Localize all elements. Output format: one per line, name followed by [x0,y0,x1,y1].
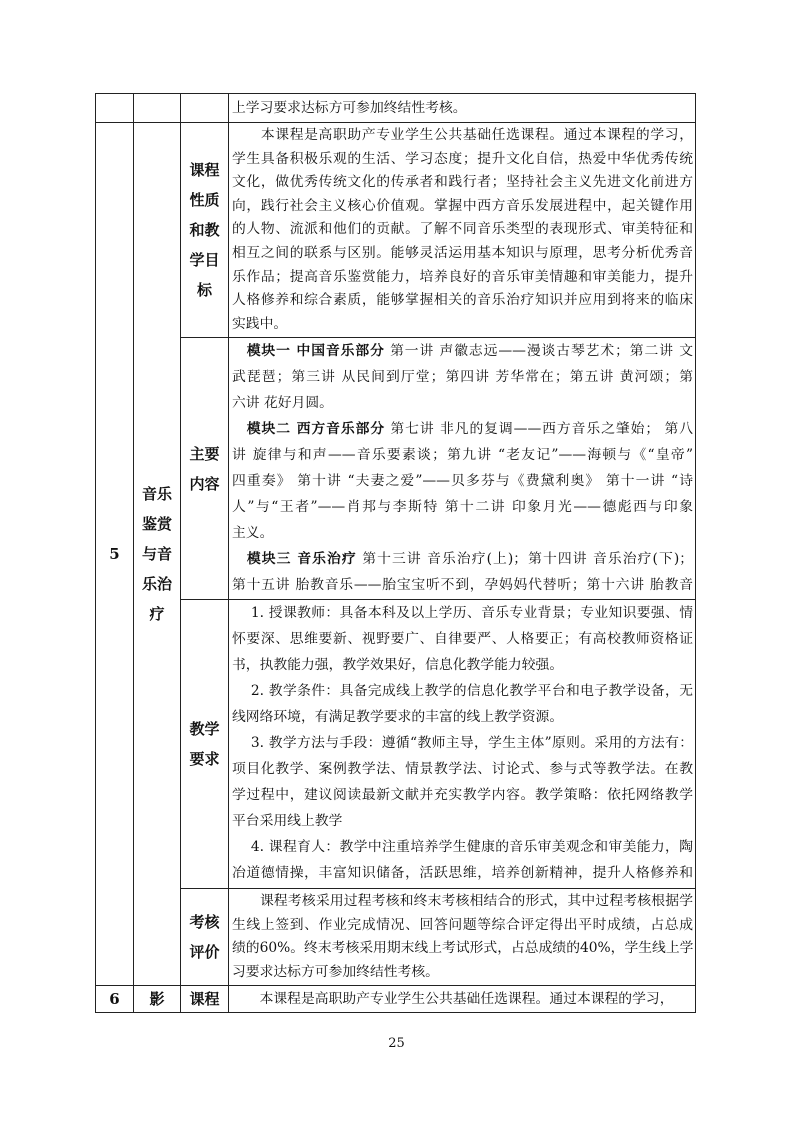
course6-label: 课程 [189,990,220,1008]
text-line: 怀要深、思维要新、视野要广、自律要严、人格要正；有高校教师资格证 [232,631,693,647]
text-line: 向，践行社会主义核心价值观。掌握中西方音乐发展进程中，起关键作用 [232,197,693,214]
text-line: 人”与“王者”——肖邦与李斯特 第十二讲 印象月光——德彪西与印象 [232,499,693,515]
text-line: 实践中。 [232,315,288,332]
label-line: 学目 [189,251,220,269]
label-line: 课程 [189,161,220,179]
label-line: 评价 [189,943,220,961]
continued-assessment-text [229,94,695,122]
section-label-assessment [181,889,228,985]
text-line: 乐作品；提高音乐鉴赏能力，培养良好的音乐审美情趣和审美能力，提升 [232,268,693,285]
text-line [232,546,693,572]
label-line: 考核 [189,913,220,931]
text-line: 平台采用线上教学 [232,813,343,829]
course6-text [229,986,695,1012]
text-line: 主义。 [232,525,274,541]
section-label-requirements [181,600,228,888]
text-line: 本课程是高职助产专业学生公共基础任选课程。通过本课程的学习， [232,127,693,143]
requirements-text [229,600,695,888]
text-line: 课程考核采用过程考核和终末考核相结合的形式，其中过程考核根据学 [232,893,693,909]
section-label-content [181,338,228,599]
text-line [232,598,693,599]
text-line: 讲 旋律与和声——音乐要素谈；第九讲 “老友记”——海顿与《“皇帝” [232,447,693,463]
assessment-text [229,889,695,985]
section-label-objectives [181,123,228,337]
text-line: 上学习要求达标方可参加终结性考核。 [232,100,467,116]
label-line: 与音 [141,545,172,563]
text-line: 2. 教学条件：具备完成线上教学的信息化教学平台和电子教学设备，无 [232,683,693,699]
text-line: 四重奏》 第十讲 “夫妻之爱”——贝多芬与《费黛利奥》 第十一讲 “诗 [232,473,693,489]
module-title: 模块二 西方音乐部分 [232,421,386,437]
text-line [232,886,693,888]
text-line: 第十五讲 胎教音乐——胎宝宝听不到，孕妈妈代替听；第十六讲 胎教音 [232,577,693,593]
module-text: 第一讲 声徽志远——漫谈古琴艺术；第二讲 文 [384,343,693,359]
course-number: 5 [109,545,120,563]
text-line: 书，执教能力强，教学效果好，信息化教学能力较强。 [232,657,564,673]
text-line: 4. 课程育人：教学中注重培养学生健康的音乐审美观念和审美能力，陶 [232,839,693,855]
page-number: 25 [388,1036,405,1051]
text-line: 六讲 花好月圆。 [232,395,333,411]
text-line: 冶道德情操，丰富知识储备，活跃思维，培养创新精神，提升人格修养和 [232,865,693,881]
objectives-text [229,123,695,337]
text-line: 相互之间的联系与区别。能够灵活运用基本知识与原理，思考分析优秀音 [232,244,693,261]
module-text: 第十三讲 音乐治疗(上)；第十四讲 音乐治疗(下)； [356,551,693,567]
text-line: 项目化教学、案例教学法、情景教学法、讨论式、参与式等教学法。在教 [232,761,693,777]
text-line: 学过程中，建议阅读最新文献并充实教学内容。教学策略：依托网络教学 [232,787,693,803]
module-title: 模块一 中国音乐部分 [232,343,385,359]
text-line: 人格修养和综合素质，能够掌握相关的音乐治疗知识并应用到将来的临床 [232,292,693,309]
label-line: 疗 [149,605,165,623]
text-line: 学生具备积极乐观的生活、学习态度；提升文化自信，热爱中华优秀传统 [232,150,693,167]
text-line: 生线上签到、作业完成情况、回答问题等综合评定得出平时成绩，占总成 [232,916,693,933]
text-line: 习要求达标方可参加终结性考核。 [232,963,439,980]
content-text [229,338,695,599]
text-line [232,416,693,442]
text-line: 3. 教学方法与手段：遵循“教师主导，学生主体”原则。采用的方法有： [232,735,693,751]
text-line: 武琵琶；第三讲 从民间到厅堂；第四讲 芳华常在；第五讲 黄河颂；第 [232,369,693,385]
text-line: 1. 授课教师：具备本科及以上学历、音乐专业背景；专业知识要强、情 [232,605,693,621]
label-line: 标 [196,281,212,299]
course6-name: 影 [149,990,165,1008]
text-line: 线网络环境，有满足教学要求的丰富的线上教学资源。 [232,709,564,725]
module-title: 模块三 音乐治疗 [232,551,357,567]
label-line: 性质 [189,191,220,209]
text-line: 文化，做优秀传统文化的传承者和践行者；坚持社会主义先进文化前进方 [232,174,693,191]
label-line: 和教 [189,221,220,239]
label-line: 乐治 [141,575,172,593]
text-line: 绩的60%。终末考核采用期末线上考试形式，占总成绩的40%，学生线上学 [232,940,693,956]
label-line: 要求 [189,750,220,768]
module-text: 第七讲 非凡的复调——西方音乐之肇始； 第八 [385,421,693,437]
course-name [134,123,180,985]
label-line: 内容 [189,474,220,493]
text-line [232,338,693,364]
text-line: 的人物、流派和他们的贡献。了解不同音乐类型的表现形式、审美特征和 [232,221,693,238]
label-line: 教学 [189,720,220,738]
label-line: 音乐 [141,485,172,503]
label-line: 主要 [189,444,220,463]
course6-number: 6 [109,990,120,1008]
text-line: 本课程是高职助产专业学生公共基础任选课程。通过本课程的学习， [232,991,674,1007]
label-line: 鉴赏 [141,515,172,533]
